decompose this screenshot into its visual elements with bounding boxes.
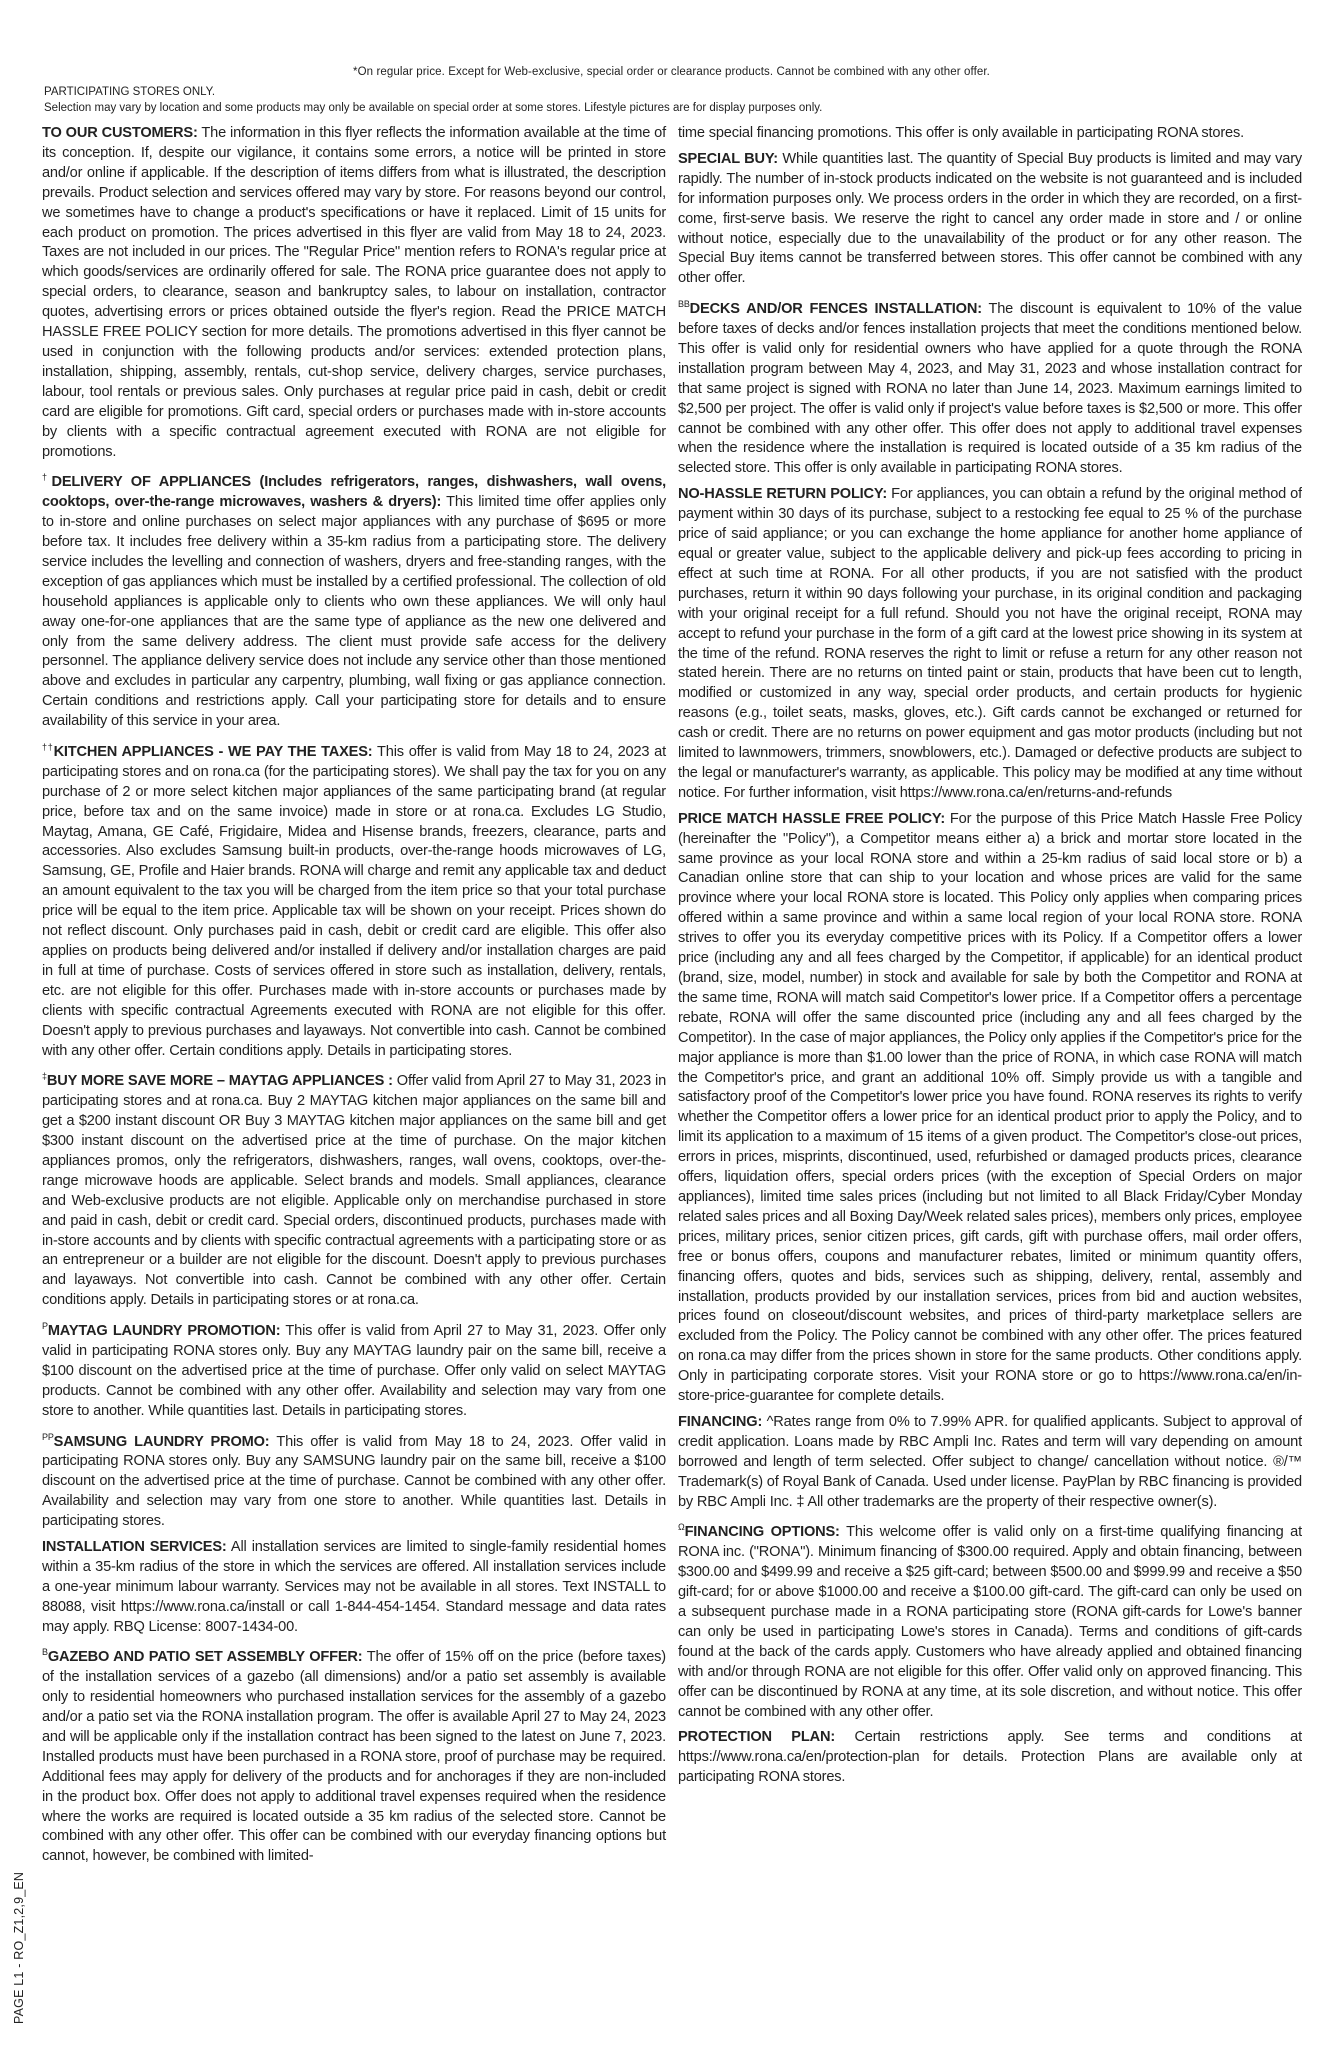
paragraph-heading: INSTALLATION SERVICES: (42, 1538, 227, 1555)
legal-paragraph (42, 1317, 666, 1421)
paragraph-body: The offer of 15% off on the price (before taxes) of the installation services of a gazebo (all dimensions) and/or a patio set assembly is available only to residential homeowners who purchased installation services for the assembly of a gazebo and/or a patio set via the RONA installation program. The offer is available April 27 to May 24, 2023 and will be applicable only if the installation contract has been signed to the latest on June 7, 2023. Installed products must have been purchased in a RONA store, proof of purchase may be required. Additional fees may apply for delivery of the products and for anchorages if they are non-included in the product box. Offer does not apply to additional travel expenses required when the residence where the works are required is located outside a 35 km radius of the selected store. Cannot be combined with any other offer. This offer can be combined with our everyday financing options but cannot, however, be combined with limited- (42, 1649, 666, 1865)
legal-paragraph (678, 1413, 1302, 1513)
paragraph-heading: SPECIAL BUY: (678, 150, 778, 167)
paragraph-heading: FINANCING: (678, 1413, 763, 1430)
paragraph-heading: FINANCING OPTIONS: (684, 1524, 840, 1541)
paragraph-heading: TO OUR CUSTOMERS: (42, 125, 198, 141)
paragraph-heading: KITCHEN APPLIANCES - WE PAY THE TAXES: (53, 743, 373, 760)
selection-note: Selection may vary by location and some products may only be available on special order at some stores. Lifestyle pictures are for display purposes only. (44, 102, 823, 114)
paragraph-body: This offer is valid from April 27 to May 31, 2023. Offer only valid in participating RONA stores only. Buy any MAYTAG laundry pair on the same bill, receive a $100 discount on the advertised price at the time of purchase. Offer only valid on select MAYTAG products. Cannot be combined with any other offer. Availability and selection may vary from one store to another. While quantities last. Details in participating stores. (42, 1323, 666, 1419)
legal-column-left (42, 124, 666, 2014)
footnote-mark: BB (678, 299, 690, 310)
paragraph-body: Offer valid from April 27 to May 31, 2023 in participating stores and at rona.ca. Buy 2 MAYTAG kitchen major appliances on the same bill and get a $200 instant discount OR Buy 3 MAYTAG kitchen major appliances on the same bill and get $300 instant discount on the advertised price at the time of purchase. On the major kitchen appliances promos, only the refrigerators, dishwashers, ranges, wall ovens, cooktops, over-the-range microwave hoods are applicable. Select brands and models. Small appliances, clearance and Web-exclusive products are not eligible. Applicable only on merchandise purchased in store and paid in cash, debit or credit card. Special orders, discontinued products, purchases made with in-store accounts and by clients with specific contractual agreements with a participating store or as an entrepreneur or a builder are not eligible for the discount. Doesn't apply to previous purchases and layaways. Not convertible into cash. Cannot be combined with any other offer. Certain conditions apply. Details in participating stores or at rona.ca. (42, 1073, 667, 1309)
paragraph-heading: SAMSUNG LAUNDRY PROMO: (53, 1433, 270, 1450)
legal-paragraph (678, 1728, 1302, 1788)
legal-paragraph (678, 810, 1302, 1407)
legal-paragraph (678, 150, 1302, 289)
footnote-mark: †† (42, 742, 54, 753)
paragraph-heading: DECKS AND/OR FENCES INSTALLATION: (689, 301, 982, 318)
footnote-mark: B (42, 1647, 48, 1658)
paragraph-body: For appliances, you can obtain a refund by the original method of payment within 30 days of its purchase, subject to a restocking fee equal to 25 % of the purchase price of said appliance; or you can exchange the home appliance for another home appliance of equal or greater value, subject to the applicable delivery and pick-up fees according to pricing in effect at such time at RONA. For all other products, if you are not satisfied with the product purchases, return it within 90 days following your purchase, in its original condition and packaging with your original receipt for a full refund. Should you not have the original receipt, RONA may accept to refund your purchase in the form of a gift card at the lowest price showing in its system at the time of the refund. RONA reserves the right to limit or refuse a return for any other reason not stated herein. There are no returns on tinted paint or stain, products that have been cut to length, modified or customized in any way, special order products, and certain products for hygienic reasons (e.g., toilet seats, masks, gloves, etc.). Gift cards cannot be exchanged or returned for cash or credit. There are no returns on power equipment and gas motor products (including but not limited to lawnmowers, trimmers, snowblowers, etc.). Damaged or defective products are subject to the legal or manufacturer's warranty, as applicable. This policy may be modified at any time without notice. For further information, visit https://www.rona.ca/en/returns-and-refunds (678, 486, 1302, 801)
paragraph-body: Certain restrictions apply. See terms and conditions at https://www.rona.ca/en/protection-plan for details. Protection Plans are available only at participating RONA stores. (678, 1729, 1302, 1786)
legal-paragraph (42, 468, 666, 732)
footnote-mark: ‡ (42, 1071, 47, 1082)
legal-paragraph (42, 124, 666, 462)
paragraph-body: The information in this flyer reflects the information available at the time of its conception. If, despite our vigilance, it contains some errors, a notice will be printed in store and/or online if applicable. If the description of items differs from what is illustrated, the description prevails. Product selection and services offered may vary by store. For reasons beyond our control, we sometimes have to change a product's specifications or have it replaced. Limit of 15 units for each product on promotion. The prices advertised in this flyer are valid from May 18 to 24, 2023. Taxes are not included in our prices. The "Regular Price" mention refers to RONA's regular price at which goods/services are ordinarily offered for sale. The RONA price guarantee does not apply to special orders, to clearance, season and bankruptcy sales, to labour on installation, contractor quotes, advertising errors or prices obtained outside the flyer's region. Read the PRICE MATCH HASSLE FREE POLICY section for more details. The promotions advertised in this flyer cannot be used in conjunction with the following products and/or services: extended protection plans, installation, shipping, assembly, rentals, cut-shop service, delivery charges, service purchases, labour, tool rentals or previous sales. Only purchases at regular price paid in cash, debit or credit card are eligible for promotions. Gift card, special orders or purchases made with in-store accounts by clients with a specific contractual agreement executed with RONA are not eligible for promotions. (42, 125, 666, 460)
store-notice (44, 84, 1304, 116)
paragraph-body: ^Rates range from 0% to 7.99% APR. for qualified applicants. Subject to approval of credit application. Loans made by RBC Ampli Inc. Rates and term will vary depending on amount borrowed and length of term selected. Offer subject to change/ cancellation without notice. ®/™ Trademark(s) of Royal Bank of Canada. Used under license. PayPlan by RBC financing is provided by RBC Ampli Inc. ‡ All other trademarks are the property of their respective owner(s). (678, 1413, 1302, 1510)
footnote-mark: Ω (678, 1522, 685, 1533)
page-code: PAGE L1 - RO_Z1,2,9_EN (12, 1871, 26, 2024)
footnote-mark: PP (42, 1431, 54, 1442)
legal-paragraph (42, 738, 666, 1061)
legal-paragraph (678, 295, 1302, 479)
paragraph-body: For the purpose of this Price Match Hassle Free Policy (hereinafter the "Policy"), a Competitor means either a) a brick and mortar store located in the same province as your local RONA store and within a 25-km radius of said local store or b) a Canadian online store that can ship to your location and whose prices are valid for the same province where your local RONA store is located. This Policy only applies when comparing prices offered within a same province and within a same local region of your local RONA store. RONA strives to offer you its everyday competitive prices with its Policy. If a Competitor offers a lower price (including any and all fees charged by the Competitor, if applicable) for an identical product (brand, size, model, number) in stock and available for sale by both the Competitor and RONA at the same time, RONA will match said Competitor's lower price. If a Competitor offers a percentage rebate, RONA will offer the same discounted price (including any and all fees charged by the Competitor). In the case of major appliances, the Policy only applies if the Competitor's price for the major appliance is more than $1.00 lower than the price of RONA, in which case RONA will match the Competitor's price, and grant an additional 10% off. Simply provide us with a tangible and satisfactory proof of the Competitor's lower price you have found. RONA reserves its rights to verify whether the Competitor offers a lower price for an identical product prior to apply the Policy, and to limit its application to a maximum of 15 items of a given product. The Competitor's close-out prices, errors in prices, misprints, discontinued, used, refurbished or damaged products prices, clearance offers, liquidation offers, special orders prices (with the exception of Special Orders on major appliances), limited time sales prices (including but not limited to all Black Friday/Cyber Monday related sales prices and all Boxing Day/Week related sales prices), members only prices, employee prices, military prices, senior citizen prices, gift cards, gift with purchase offers, mail order offers, free or bonus offers, coupons and manufacturer rebates, limited or minimum quantity offers, financing offers, quotes and bids, services such as shipping, delivery, rental, assembly and installation, products provided by our installation services, prices from bid and auction websites, prices found on closeout/discount websites, and prices of third-party marketplace sellers are excluded from the Policy. The Policy cannot be combined with any other offer. The prices featured on rona.ca may differ from the prices shown in store for the same products. Other conditions apply. Only in participating corporate stores. Visit your RONA store or go to https://www.rona.ca/en/in-store-price-guarantee for complete details. (678, 810, 1302, 1405)
paragraph-body: While quantities last. The quantity of Special Buy products is limited and may vary rapidly. The number of in-stock products indicated on the website is not guaranteed and is included for information purposes only. We process orders in the order in which they are recorded, on a first-come, first-serve basis. We reserve the right to cancel any order made in store and / or online without notice, especially due to the unavailability of the product or for any other reason. The Special Buy items cannot be transferred between stores. This offer cannot be combined with any other offer. (678, 150, 1302, 287)
paragraph-body: This welcome offer is valid only on a first-time qualifying financing at RONA inc. ("RONA"). Minimum financing of $300.00 required. Apply and obtain financing, between $300.00 and $499.99 and receive a $25 gift-card; between $500.00 and $999.99 and receive a $50 gift-card; for or above $1000.00 and receive a $100.00 gift-card. The gift-card can only be used on a subsequent purchase made in a RONA participating store (RONA gift-cards for Lowe's banner can only be used in participating Lowe's stores in Canada). Terms and conditions of gift-cards found at the back of the cards apply. Customers who have already applied and obtained financing with and/or through RONA are not eligible for this offer. Offer valid only on approved financing. This offer can be discontinued by RONA at any time, at its sole discretion, and without notice. This offer cannot be combined with any other offer. (678, 1524, 1302, 1720)
legal-paragraph (678, 1518, 1302, 1722)
participating-stores-note: PARTICIPATING STORES ONLY. (44, 86, 216, 98)
paragraph-heading: BUY MORE SAVE MORE – MAYTAG APPLIANCES : (46, 1073, 393, 1090)
paragraph-heading: NO-HASSLE RETURN POLICY: (678, 486, 888, 503)
paragraph-heading: MAYTAG LAUNDRY PROMOTION: (47, 1323, 281, 1339)
legal-paragraph (42, 1643, 666, 1867)
legal-paragraph (678, 485, 1302, 804)
paragraph-body: All installation services are limited to single-family residential homes within a 35-km radius of the store in which the services are offered. All installation services include a one-year minimum labour warranty. Services may not be available in all stores. Text INSTALL to 88088, visit https://www.rona.ca/install or call 1-844-454-1454. Standard message and data rates may apply. RBQ License: 8007-1434-00. (42, 1538, 666, 1635)
legal-columns (42, 124, 1302, 2014)
paragraph-heading: PRICE MATCH HASSLE FREE POLICY: (678, 810, 946, 827)
paragraph-body: This limited time offer applies only to in-store and online purchases on select major appliances with any purchase of $695 or more before tax. It includes free delivery within a 35-km radius from a participating store. The delivery service includes the levelling and connection of washers, dryers and free-standing ranges, with the exception of gas appliances which must be installed by a certified professional. The collection of old household appliances is applicable only to clients who own these appliances. We will only haul away one-for-one appliances that are the same type of appliance as the new one delivered and only from the same delivery address. The client must provide safe access for the delivery personnel. The appliance delivery service does not include any service other than those mentioned above and excludes in particular any carpentry, plumbing, wall fixing or gas appliance connection. Certain conditions and restrictions apply. Call your participating store for details and to ensure availability of this service in your area. (42, 494, 666, 730)
legal-paragraph (42, 1428, 666, 1532)
legal-column-right (678, 124, 1302, 2014)
paragraph-heading: DELIVERY OF APPLIANCES (Includes refrigerators, ranges, dishwashers, wall ovens, cooktops, over-the-range microwaves, washers & dryers): (42, 474, 667, 511)
paragraph-body: This offer is valid from May 18 to 24, 2023. Offer valid in participating RONA stores only. Buy any SAMSUNG laundry pair on the same bill, receive a $100 discount on the advertised price at the time of purchase. Cannot be combined with any other offer. Availability and selection may vary from one store to another. While quantities last. Details in participating stores. (42, 1433, 666, 1530)
paragraph-body: This offer is valid from May 18 to 24, 2023 at participating stores and on rona.ca (for the participating stores). We shall pay the tax for you on any purchase of 2 or more select kitchen major appliances of the same participating brand (at regular price, before tax and on the same invoice) made in store or at rona.ca. Excludes LG Studio, Maytag, Amana, GE Café, Frigidaire, Midea and Hisense brands, freezers, clearance, parts and accessories. Also excludes Samsung built-in products, over-the-range hoods microwaves of LG, Samsung, GE, Profile and Haier brands. RONA will charge and remit any applicable tax and deduct an amount equivalent to the tax you will be charged from the item price so that your total purchase price will be equal to the item price. Applicable tax will be shown on your receipt. Prices shown do not reflect discount. Only purchases paid in cash, debit or credit card are eligible. This offer also applies on products being delivered and/or installed if delivery and/or installation charges are paid in full at time of purchase. Costs of services offered in store such as installation, delivery, rentals, etc. are not eligible for this offer. Purchases made with in-store accounts or purchases made by clients with specific contractual Agreements executed with RONA are not eligible for this offer. Doesn't apply to previous purchases and layaways. Not convertible into cash. Cannot be combined with any other offer. Certain conditions apply. Details in participating stores. (42, 743, 666, 1059)
top-notice: *On regular price. Except for Web-exclusive, special order or clearance products. Cannot be combined with any other offer. (353, 66, 990, 78)
paragraph-body: time special financing promotions. This offer is only available in participating RONA stores. (678, 125, 1244, 141)
legal-paragraph (678, 124, 1302, 144)
footnote-mark: † (42, 472, 52, 483)
footnote-mark: P (42, 1321, 48, 1332)
paragraph-heading: GAZEBO AND PATIO SET ASSEMBLY OFFER: (47, 1649, 363, 1666)
paragraph-body: The discount is equivalent to 10% of the value before taxes of decks and/or fences installation projects that meet the conditions mentioned below. This offer is valid only for residential owners who have applied for a quote through the RONA installation program between May 4, 2023, and May 31, 2023 and whose installation contract for that same project is signed with RONA no later than June 14, 2023. Maximum earnings limited to $2,500 per project. The offer is valid only if project's value before taxes is $2,500 or more. This offer cannot be combined with any other offer. This offer does not apply to additional travel expenses when the residence where the installation is required is located outside of a 35 km radius of the selected store. This offer is only available in participating RONA stores. (678, 301, 1302, 477)
legal-paragraph (42, 1067, 666, 1311)
paragraph-heading: PROTECTION PLAN: (678, 1729, 835, 1746)
legal-paragraph (42, 1538, 666, 1638)
